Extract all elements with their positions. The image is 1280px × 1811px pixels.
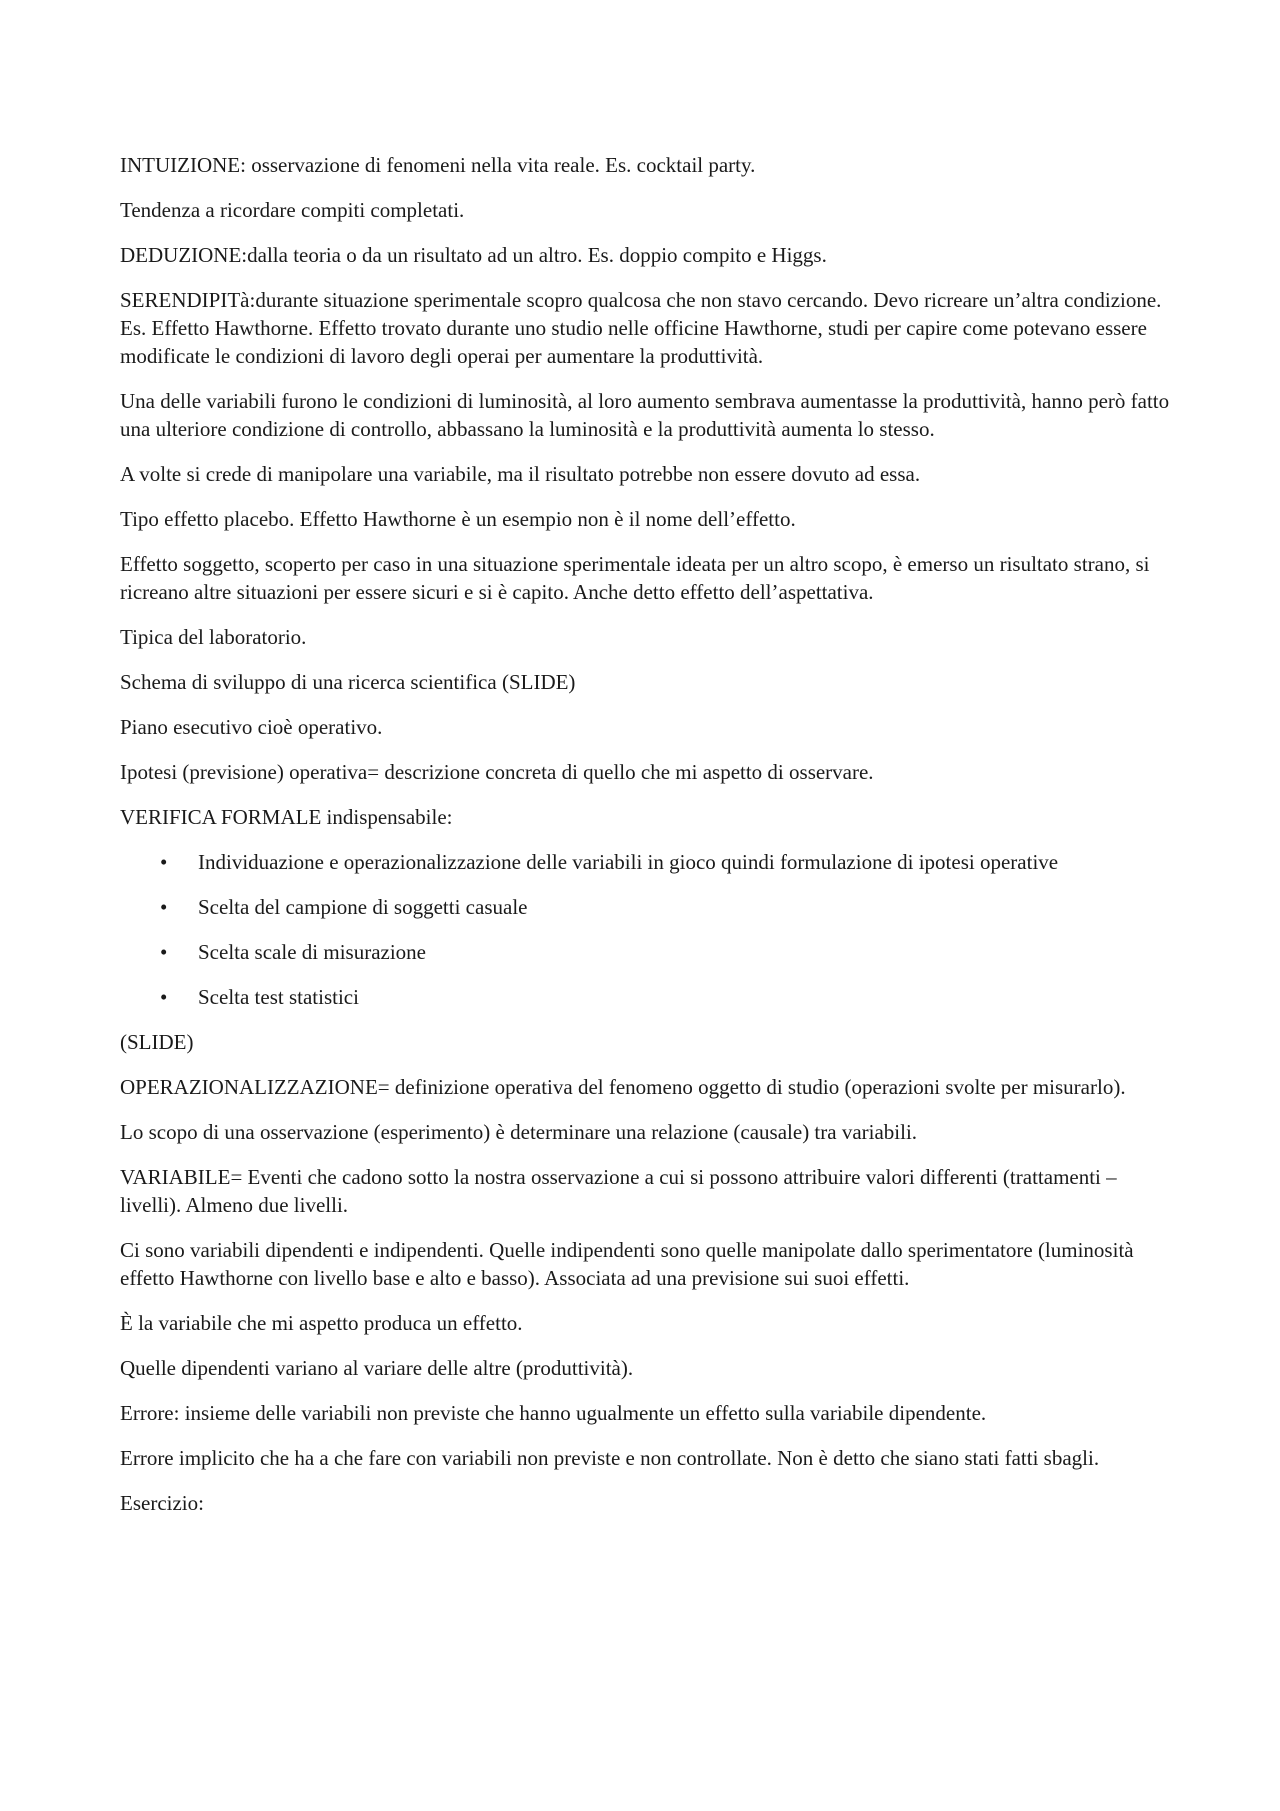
list-item-text: Individuazione e operazionalizzazione delle variabili in gioco quindi formulazione di ipotesi operative [198, 850, 1059, 874]
paragraph-dipendenti-indipendenti: Ci sono variabili dipendenti e indipendenti. Quelle indipendenti sono quelle manipolate dallo sperimentatore (luminosità effetto Hawthorne con livello base e alto e basso). Associata ad una previsione sui suoi effetti. [120, 1238, 1139, 1290]
paragraph-effetto-placebo: Tipo effetto placebo. Effetto Hawthorne è un esempio non è il nome dell’effetto. [120, 507, 796, 531]
list-item-text: Scelta test statistici [198, 985, 359, 1009]
paragraph-manipolare-variabile: A volte si crede di manipolare una variabile, ma il risultato potrebbe non essere dovuto ad essa. [120, 462, 921, 486]
paragraph-tipica-laboratorio: Tipica del laboratorio. [120, 625, 307, 649]
paragraph-tendenza: Tendenza a ricordare compiti completati. [120, 198, 465, 222]
paragraph-errore: Errore: insieme delle variabili non previste che hanno ugualmente un effetto sulla variabile dipendente. [120, 1401, 987, 1425]
paragraph-piano-esecutivo: Piano esecutivo cioè operativo. [120, 715, 383, 739]
paragraph-intuizione: INTUIZIONE: osservazione di fenomeni nella vita reale. Es. cocktail party. [120, 153, 756, 177]
paragraph-esercizio: Esercizio: [120, 1491, 204, 1515]
paragraph-verifica-formale: VERIFICA FORMALE indispensabile: [120, 805, 453, 829]
bullet-list [120, 848, 1170, 1011]
paragraph-serendipita: SERENDIPITà:durante situazione sperimentale scopro qualcosa che non stavo cercando. Devo ricreare un’altra condizione. Es. Effetto Hawthorne. Effetto trovato durante uno studio nelle officine Hawthorne, studi per capire come potevano essere modificate le condizioni di lavoro degli operai per aumentare la produttività. [120, 288, 1167, 368]
list-item-text: Scelta del campione di soggetti casuale [198, 895, 528, 919]
list-item [120, 938, 1170, 966]
list-item [120, 983, 1170, 1011]
paragraph-operazionalizzazione: OPERAZIONALIZZAZIONE= definizione operativa del fenomeno oggetto di studio (operazioni svolte per misurarlo). [120, 1075, 1126, 1099]
paragraph-slide: (SLIDE) [120, 1030, 194, 1054]
bullet-icon: • [160, 850, 168, 874]
list-item-text: Scelta scale di misurazione [198, 940, 426, 964]
paragraph-variabile-effetto: È la variabile che mi aspetto produca un effetto. [120, 1311, 523, 1335]
list-item [120, 893, 1170, 921]
paragraph-effetto-soggetto: Effetto soggetto, scoperto per caso in una situazione sperimentale ideata per un altro scopo, è emerso un risultato strano, si ricreano altre situazioni per essere sicuri e si è capito. Anche detto effetto dell’aspettativa. [120, 552, 1155, 604]
paragraph-deduzione: DEDUZIONE:dalla teoria o da un risultato ad un altro. Es. doppio compito e Higgs. [120, 243, 827, 267]
paragraph-variabile-definizione: VARIABILE= Eventi che cadono sotto la nostra osservazione a cui si possono attribuire valori differenti (trattamenti – livelli). Almeno due livelli. [120, 1165, 1122, 1217]
bullet-icon: • [160, 985, 168, 1009]
paragraph-schema-sviluppo: Schema di sviluppo di una ricerca scientifica (SLIDE) [120, 670, 576, 694]
document-body [120, 151, 1175, 1534]
paragraph-ipotesi-operativa: Ipotesi (previsione) operativa= descrizione concreta di quello che mi aspetto di osservare. [120, 760, 874, 784]
paragraph-scopo-osservazione: Lo scopo di una osservazione (esperimento) è determinare una relazione (causale) tra variabili. [120, 1120, 918, 1144]
list-item [120, 848, 1170, 876]
bullet-icon: • [160, 895, 168, 919]
bullet-icon: • [160, 940, 168, 964]
paragraph-luminosita: Una delle variabili furono le condizioni di luminosità, al loro aumento sembrava aumentasse la produttività, hanno però fatto una ulteriore condizione di controllo, abbassano la luminosità e la produttività aumenta lo stesso. [120, 389, 1175, 441]
paragraph-errore-implicito: Errore implicito che ha a che fare con variabili non previste e non controllate. Non è detto che siano stati fatti sbagli. [120, 1446, 1100, 1470]
paragraph-variabili-dipendenti: Quelle dipendenti variano al variare delle altre (produttività). [120, 1356, 634, 1380]
